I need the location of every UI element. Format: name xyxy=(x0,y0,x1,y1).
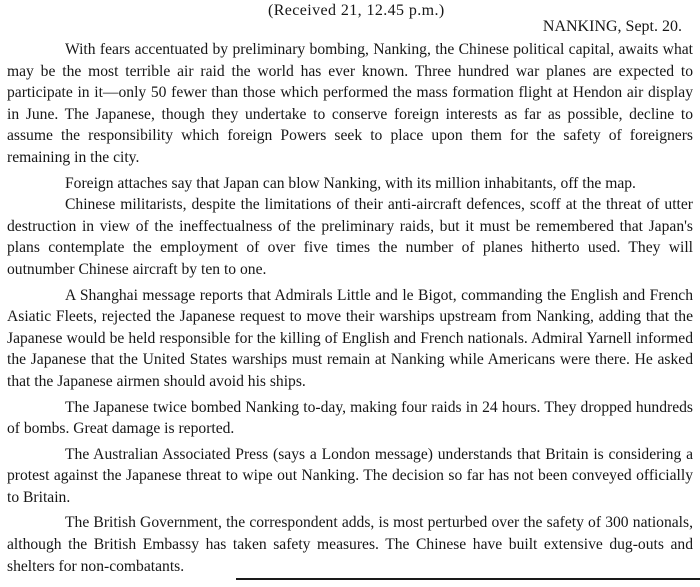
article-body xyxy=(7,39,693,577)
dateline: NANKING, Sept. 20. xyxy=(542,18,682,35)
paragraph-british-government: The British Government, the correspondent adds, is most perturbed over the safety of 300 nationals, although the British Embassy has taken safety measures. The Chinese have built extensive dug-outs and shelters for non-combatants. xyxy=(7,514,693,575)
paragraph-foreign-attaches: Foreign attaches say that Japan can blow Nanking, with its million inhabitants, off the map. xyxy=(65,174,636,192)
paragraph-australian-press: The Australian Associated Press (says a London message) understands that Britain is considering a protest against the Japanese threat to wipe out Nanking. The decision so far has not been conveyed officially to Britain. xyxy=(7,445,693,506)
paragraph-chinese-militarists: Chinese militarists, despite the limitations of their anti-aircraft defences, scoff at the threat of utter destruction in view of the ineffectualness of the preliminary raids, but it must be remembered that Japan's plans contemplate the employment of over five times the number of planes hitherto used. They will outnumber Chinese aircraft by ten to one. xyxy=(7,196,693,278)
paragraph-bombing-fears: With fears accentuated by preliminary bombing, Nanking, the Chinese political capital, awaits what may be the most terrible air raid the world has ever known. Three hundred war planes are expected to participate in it—only 50 fewer than those which performed the mass formation flight at Hendon air display in June. The Japanese, though they undertake to conserve foreign interests as far as possible, decline to assume the responsibility which foreign Powers seek to place upon them for the safety of foreigners remaining in the city. xyxy=(7,41,693,166)
paragraph-shanghai-message: A Shanghai message reports that Admirals Little and le Bigot, commanding the English and French Asiatic Fleets, rejected the Japanese request to move their warships upstream from Nanking, adding that the Japanese would be held responsible for the killing of English and French nationals. Admiral Yarnell informed the Japanese that the United States warships must remain at Nanking while Americans were there. He asked that the Japanese airmen should avoid his ships. xyxy=(7,286,693,390)
paragraph-twice-bombed: The Japanese twice bombed Nanking to-day, making four raids in 24 hours. They dropped hundreds of bombs. Great damage is reported. xyxy=(7,398,693,438)
received-time: (Received 21, 12.45 p.m.) xyxy=(268,2,445,19)
bottom-divider-rule xyxy=(236,578,700,580)
